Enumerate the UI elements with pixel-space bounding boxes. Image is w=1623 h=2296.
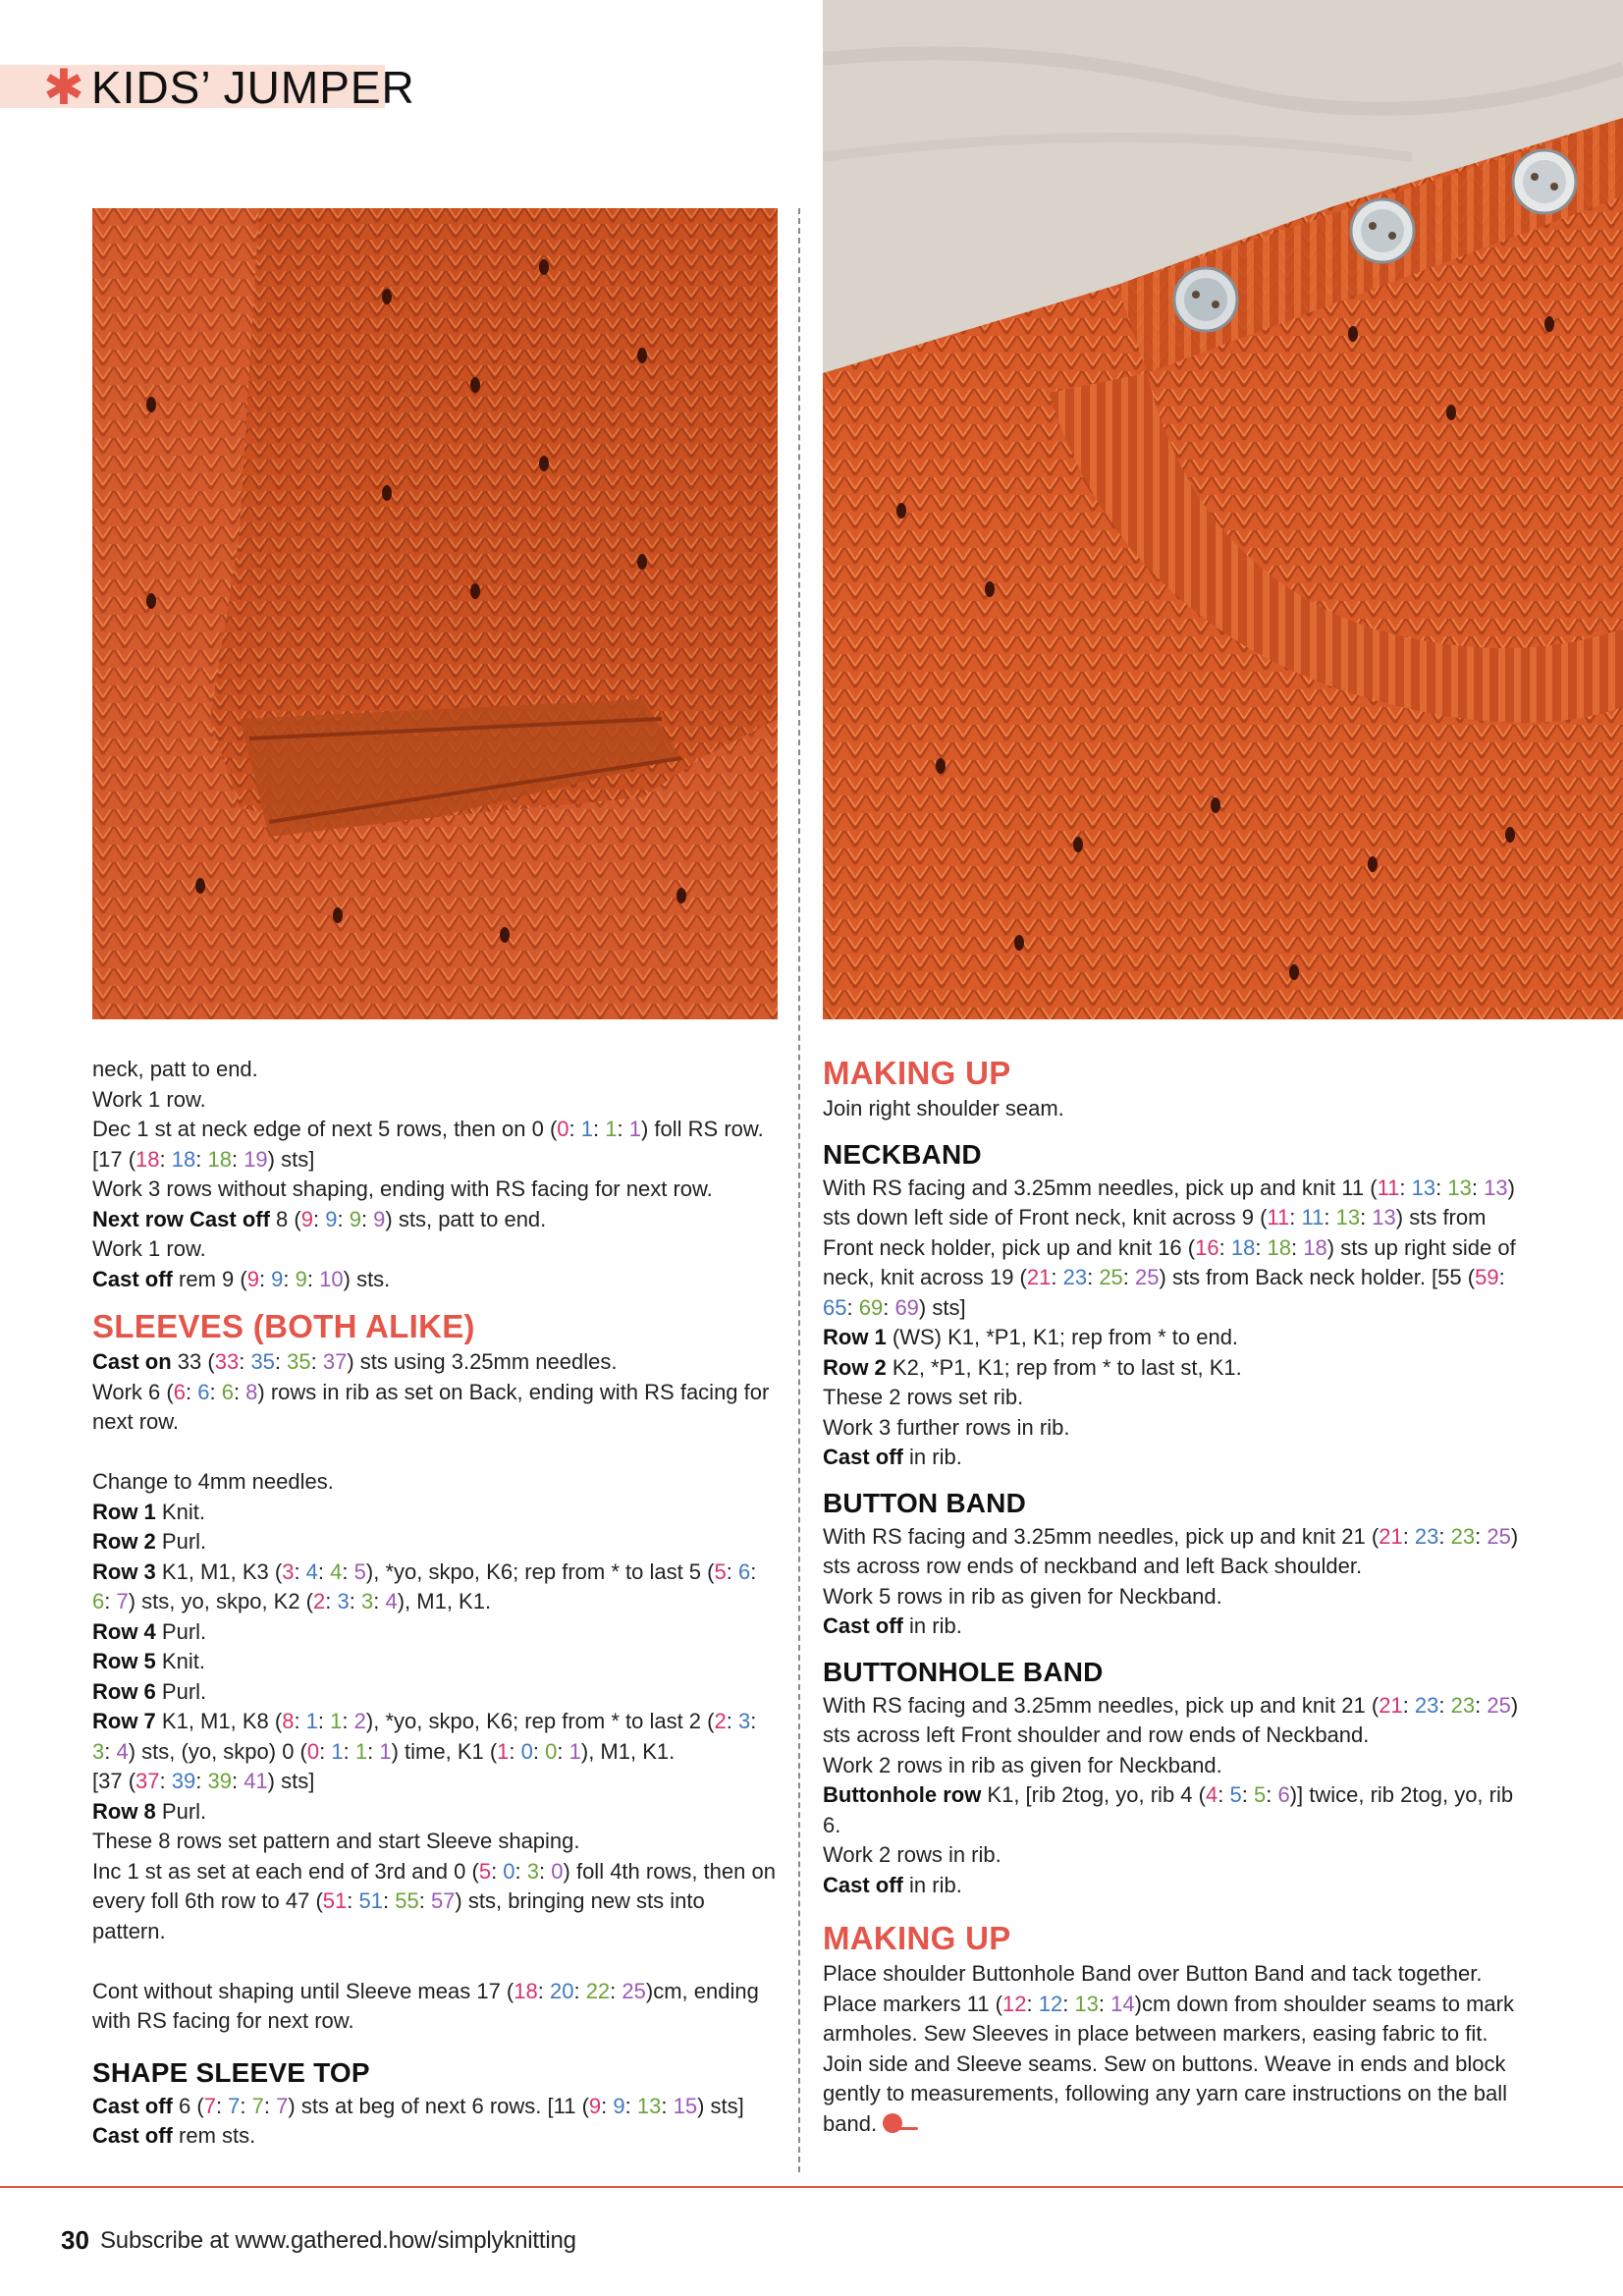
text-line: Cast off in rib. xyxy=(823,1872,962,1897)
text-line: With RS facing and 3.25mm needles, pick up and knit 11 (11: 13: 13: 13) sts down left side of Front neck, knit across 9 (11: 11: 13: 13) sts from Front neck holder, pick up and knit 16 (16: 18: 18: 18) sts up right side of neck, knit across 19 (21: 23: 25: 25) sts from Back neck holder. [55 (59: 65: 69: 69) sts] xyxy=(823,1175,1516,1320)
text-line: Work 5 rows in rib as given for Neckband. xyxy=(823,1583,1222,1609)
text-line: Buttonhole row K1, [rib 2tog, yo, rib 4 (4: 5: 5: 6)] twice, rib 2tog, yo, rib 6. xyxy=(823,1782,1514,1837)
neckline-photo xyxy=(823,0,1623,1019)
text-line: With RS facing and 3.25mm needles, pick up and knit 21 (21: 23: 23: 25) sts across row ends of neckband and left Back shoulder. xyxy=(823,1523,1519,1578)
page-title: KIDS’ JUMPER xyxy=(91,62,415,113)
text-line: These 8 rows set pattern and start Sleeve shaping. xyxy=(92,1829,580,1853)
text-line: Cast off rem 9 (9: 9: 9: 10) sts. xyxy=(92,1266,391,1291)
text-line: Row 1 (WS) K1, *P1, K1; rep from * to end. xyxy=(823,1325,1239,1349)
text-line: Row 3 K1, M1, K3 (3: 4: 4: 5), *yo, skpo, K6; rep from * to last 5 (5: 6: 6: 7) sts, yo, skpo, K2 (2: 3: 3: 4), M1, K1. xyxy=(92,1558,757,1613)
text-line: Work 1 row. xyxy=(92,1086,206,1112)
text-line: neck, patt to end. xyxy=(92,1057,258,1081)
text-line: [37 (37: 39: 39: 41) sts] xyxy=(92,1769,315,1793)
text-line: Row 2 K2, *P1, K1; rep from * to last st, K1. xyxy=(823,1354,1242,1380)
footer-divider xyxy=(0,2186,1623,2188)
asterisk-icon: ✱ xyxy=(43,60,84,115)
text-line: Row 5 Knit. xyxy=(92,1649,205,1673)
text-line: Cast on 33 (33: 35: 35: 37) sts using 3.25mm needles. xyxy=(92,1349,618,1374)
text-line: Row 4 Purl. xyxy=(92,1618,207,1644)
text-line: Row 2 Purl. xyxy=(92,1529,207,1554)
text-line: Inc 1 st as set at each end of 3rd and 0 (5: 0: 3: 0) foll 4th rows, then on every foll 6th row to 47 (51: 51: 55: 57) sts, bringing new sts into pattern. xyxy=(92,1858,776,1943)
text-line: With RS facing and 3.25mm needles, pick up and knit 21 (21: 23: 23: 25) sts across left Front shoulder and row ends of Neckband. xyxy=(823,1692,1519,1747)
left-column xyxy=(92,1055,780,2152)
section-heading-making-up-final: MAKING UP xyxy=(823,1920,1011,1956)
text-line: Join right shoulder seam. xyxy=(823,1096,1064,1121)
yarn-tail-icon xyxy=(898,2127,918,2130)
text-line: Row 8 Purl. xyxy=(92,1798,207,1824)
text-line: Work 2 rows in rib as given for Neckband. xyxy=(823,1752,1222,1777)
section-heading-neckband: NECKBAND xyxy=(823,1138,982,1170)
text-line: Work 2 rows in rib. xyxy=(823,1842,1001,1867)
text-line: Dec 1 st at neck edge of next 5 rows, then on 0 (0: 1: 1: 1) foll RS row. xyxy=(92,1117,764,1141)
text-line: Cast off in rib. xyxy=(823,1445,962,1469)
text-line: These 2 rows set rib. xyxy=(823,1385,1024,1409)
section-heading-button-band: BUTTON BAND xyxy=(823,1487,1027,1518)
text-line: Place shoulder Buttonhole Band over Button Band and tack together. Place markers 11 (12: 12: 13: 14)cm down from shoulder seams to mark armholes. Sew Sleeves in place between markers, easing fabric to fit. Join side and Sleeve seams. Sew on buttons. Weave in ends and block gently to measurements, following any yarn care instructions on the ball band. xyxy=(823,1961,1514,2136)
sleeve-photo xyxy=(92,208,778,1019)
text-line: Work 1 row. xyxy=(92,1236,206,1261)
text-line: Cast off 6 (7: 7: 7: 7) sts at beg of next 6 rows. [11 (9: 9: 13: 15) sts] xyxy=(92,2093,744,2118)
column-divider xyxy=(798,208,800,2172)
page-number: 30 xyxy=(61,2225,89,2255)
text-line: Work 3 further rows in rib. xyxy=(823,1414,1070,1440)
text-line: Row 1 Knit. xyxy=(92,1499,205,1524)
subscribe-link[interactable]: Subscribe at www.gathered.how/simplyknitting xyxy=(100,2227,576,2254)
text-line: Work 3 rows without shaping, ending with RS facing for next row. xyxy=(92,1176,713,1201)
text-line: Cont without shaping until Sleeve meas 17 (18: 20: 22: 25)cm, ending with RS facing for next row. xyxy=(92,1978,759,2033)
section-heading-making-up: MAKING UP xyxy=(823,1055,1011,1091)
text-line: Cast off in rib. xyxy=(823,1613,962,1638)
section-heading-buttonhole-band: BUTTONHOLE BAND xyxy=(823,1656,1104,1687)
text-line: Change to 4mm needles. xyxy=(92,1469,334,1494)
text-line: Cast off rem sts. xyxy=(92,2123,256,2148)
text-line: Next row Cast off 8 (9: 9: 9: 9) sts, patt to end. xyxy=(92,1206,547,1231)
text-line: [17 (18: 18: 18: 19) sts] xyxy=(92,1146,315,1172)
right-column xyxy=(823,1055,1530,2139)
text-line: Row 7 K1, M1, K8 (8: 1: 1: 2), *yo, skpo, K6; rep from * to last 2 (2: 3: 3: 4) sts, (yo, skpo) 0 (0: 1: 1: 1) time, K1 (1: 0: 0: 1), M1, K1. xyxy=(92,1709,757,1764)
text-line: Work 6 (6: 6: 6: 8) rows in rib as set on Back, ending with RS facing for next row. xyxy=(92,1379,770,1434)
section-heading-shape-sleeve-top: SHAPE SLEEVE TOP xyxy=(92,2056,370,2088)
section-heading-sleeves: SLEEVES (BOTH ALIKE) xyxy=(92,1308,475,1344)
text-line: Row 6 Purl. xyxy=(92,1678,207,1704)
